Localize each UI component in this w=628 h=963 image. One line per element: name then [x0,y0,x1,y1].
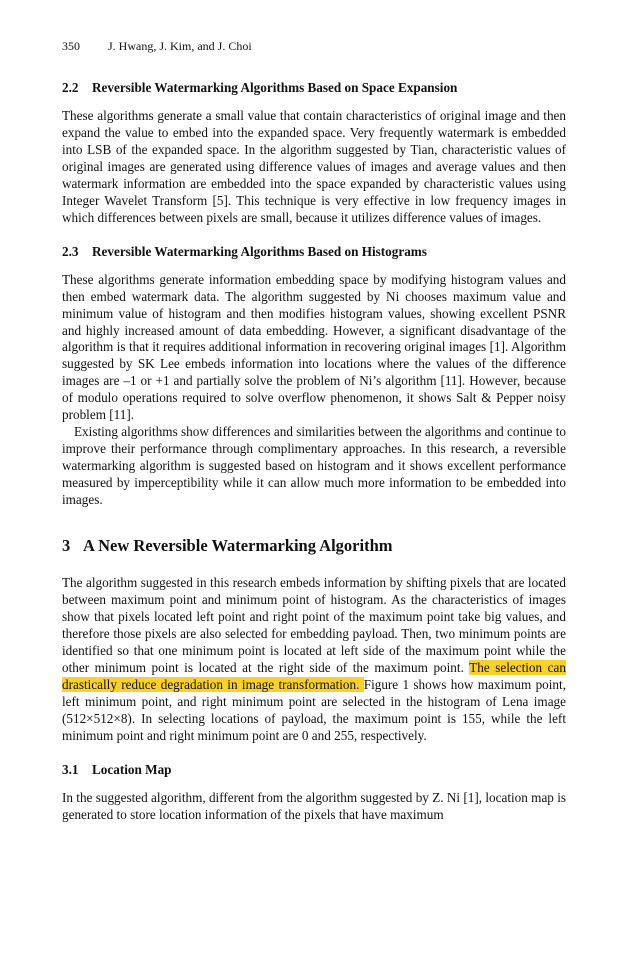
section-heading-2-2 [62,80,566,96]
section-number: 3 [62,536,71,556]
paragraph: These algorithms generate information embedding space by modifying histogram values and then embed watermark data. The algorithm suggested by Ni chooses maximum value and minimum value of histogram and then modifies histogram values, showing excellent PSNR and highly increased amount of data embedding. However, a significant disadvantage of the algorithm is that it requires additional information in recovering original images [1]. Algorithm suggested by SK Lee embeds information into locations where the values of the difference images are –1 or +1 and partially solve the problem of Ni’s algorithm [11]. However, because of modulo operations required to solve overflow phenomenon, it shows Salt & Pepper noisy problem [11]. [62,271,566,423]
section-number: 3.1 [62,761,79,777]
section-heading-3 [62,536,566,556]
section-number: 2.3 [62,243,79,259]
section-title: Reversible Watermarking Algorithms Based on Histograms [92,243,427,259]
section-number: 2.2 [62,80,79,95]
section-heading-2-3 [62,244,566,260]
section-title: Reversible Watermarking Algorithms Based on Space Expansion [92,80,458,95]
section-title: Location Map [92,761,172,777]
authors: J. Hwang, J. Kim, and J. Choi [108,39,252,53]
paragraph-text: Figure 1 shows how maximum point, left minimum point, and right minimum point are selected in the histogram of Lena image (512×512×8). In selecting locations of payload, the maximum point is 155, while the left minimum point and right minimum point are 0 and 255, respectively. [62,676,566,743]
highlighted-text: The selection can drastically reduce degradation in image transformation. [62,659,566,692]
paragraph: Existing algorithms show differences and similarities between the algorithms and continue to improve their performance through complimentary approaches. In this research, a reversible watermarking algorithm is suggested based on histogram and it shows excellent performance measured by imperceptibility while it can allow much more information to be embedded into images. [62,424,566,508]
paragraph: These algorithms generate a small value that contain characteristics of original image and then expand the value to embed into the expanded space. Very frequently watermark is embedded into LSB of the expanded space. In the algorithm suggested by Tian, characteristic values of original images are generated using difference values of images and average values and then watermark information are embedded into the space expanded by characteristic values using Integer Wavelet Transform [5]. This technique is very effective in low frequency images in which differences between pixels are small, because it utilizes difference values of images. [62,108,566,225]
page [62,38,566,823]
page-number: 350 [62,39,80,53]
paragraph: In the suggested algorithm, different from the algorithm suggested by Z. Ni [1], location map is generated to store location information of the pixels that have maximum [62,789,566,822]
section-heading-3-1 [62,762,566,778]
paragraph-text: The algorithm suggested in this research embeds information by shifting pixels that are located between maximum point and minimum point of histogram. As the characteristics of images show that pixels located left point and right point of the maximum point take big values, and therefore those pixels are also selected for embedding payload. Then, two minimum points are identified so that one minimum point is located at left side of the maximum point while the other minimum point is located at the right side of the maximum point. [62,575,566,675]
running-head [62,38,566,54]
section-title: A New Reversible Watermarking Algorithm [83,536,393,556]
paragraph [62,575,566,745]
